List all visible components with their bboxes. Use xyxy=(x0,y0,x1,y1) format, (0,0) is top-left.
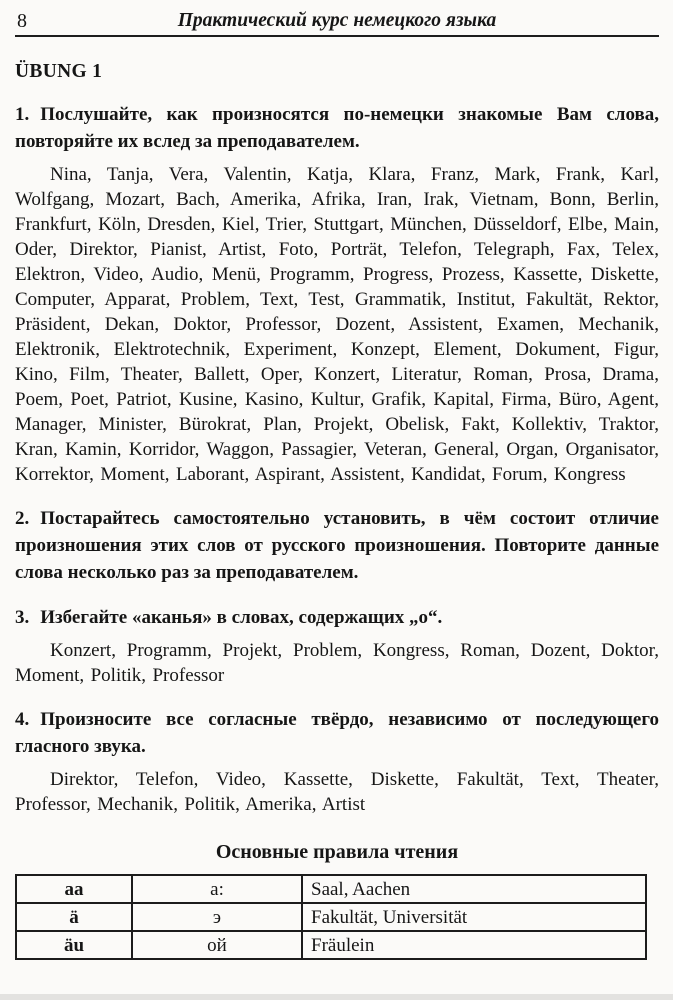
task-3-text: Избегайте «аканья» в словах, содержащих „о“. xyxy=(40,607,443,628)
cell-sound: ой xyxy=(132,931,302,959)
task-2-instruction xyxy=(15,505,659,586)
task-1-instruction xyxy=(15,101,659,155)
cell-sound: э xyxy=(132,903,302,931)
task-4-words: Direktor, Telefon, Video, Kassette, Diskette, Fakultät, Text, Theater, Professor, Mechanik, Politik, Amerika, Artist xyxy=(15,769,659,815)
header-rule xyxy=(15,35,659,37)
page-number: 8 xyxy=(17,10,27,32)
rules-title: Основные правила чтения xyxy=(215,841,459,863)
table-row xyxy=(16,875,646,903)
cell-letters: aa xyxy=(16,875,132,903)
task-1-text: Послушайте, как произносятся по-немецки знакомые Вам слова, повторяйте их вслед за преподавателем. xyxy=(15,104,659,152)
task-1-words: Nina, Tanja, Vera, Valentin, Katja, Klara, Franz, Mark, Frank, Karl, Wolfgang, Mozart, Bach, Amerika, Afrika, Iran, Irak, Vietnam, Bonn, Berlin, Frankfurt, Köln, Dresden, Kiel, Trier, Stuttgart, München, Düsseldorf, Elbe, Main, Oder, Direktor, Pianist, Artist, Foto, Porträt, Telefon, Telegraph, Fax, Telex, Elektron, Video, Audio, Menü, Programm, Progress, Prozess, Kassette, Diskette, Computer, Apparat, Problem, Text, Test, Grammatik, Institut, Fakultät, Rektor, Präsident, Dekan, Doktor, Professor, Dozent, Assistent, Examen, Mechanik, Elektronik, Elektrotechnik, Experiment, Konzept, Element, Dokument, Figur, Kino, Film, Theater, Ballett, Oper, Konzert, Literatur, Roman, Prosa, Drama, Poem, Poet, Patriot, Kusine, Kasino, Kultur, Grafik, Kapital, Firma, Büro, Agent, Manager, Minister, Bürokrat, Plan, Projekt, Obelisk, Fakt, Kollektiv, Traktor, Kran, Kamin, Korridor, Waggon, Passagier, Veteran, General, Organ, Organisator, Korrektor, Moment, Laborant, Aspirant, Assistent, Kandidat, Forum, Kongress xyxy=(15,164,659,485)
cell-letters: ä xyxy=(16,903,132,931)
cell-sound: a: xyxy=(132,875,302,903)
task-1-number: 1. xyxy=(15,104,30,125)
task-2-number: 2. xyxy=(15,508,30,529)
task-3-number: 3. xyxy=(15,607,30,628)
cell-examples: Fräulein xyxy=(302,931,646,959)
scan-bottom-edge xyxy=(0,994,673,1000)
task-2-text: Постарайтесь самостоятельно установить, в чём состоит отличие произношения этих слов от русского произношения. Повторите данные слова несколько раз за преподавателем. xyxy=(15,508,659,583)
cell-letters: äu xyxy=(16,931,132,959)
table-row xyxy=(16,931,646,959)
rules-table xyxy=(15,874,647,960)
task-4-text: Произносите все согласные твёрдо, независимо от последующего гласного звука. xyxy=(15,709,659,757)
cell-examples: Fakultät, Universität xyxy=(302,903,646,931)
table-row xyxy=(16,903,646,931)
task-3-words: Konzert, Programm, Projekt, Problem, Kongress, Roman, Dozent, Doktor, Moment, Politik, Professor xyxy=(15,640,659,686)
cell-examples: Saal, Aachen xyxy=(302,875,646,903)
task-3-instruction xyxy=(15,604,659,631)
task-4-instruction xyxy=(15,706,659,760)
header-title: Практический курс немецкого языка xyxy=(177,10,497,31)
task-4-number: 4. xyxy=(15,709,30,730)
running-header xyxy=(15,8,659,32)
exercise-title: ÜBUNG 1 xyxy=(15,61,103,82)
